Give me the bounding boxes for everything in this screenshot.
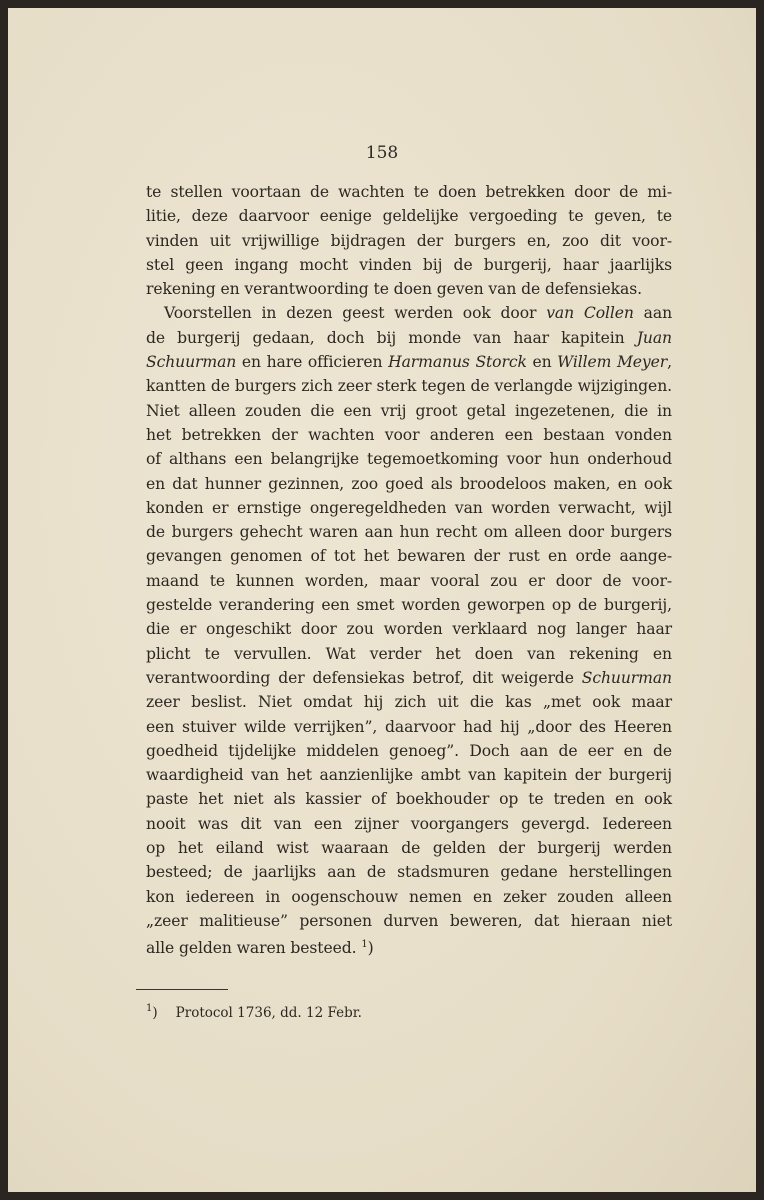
text-line: te stellen voortaan de wachten te doen betrekken door de mi- — [146, 183, 672, 201]
text-line: litie, deze daarvoor eenige geldelijke vergoeding te geven, te — [146, 207, 672, 226]
text-line: op het eiland wist waaraan de gelden der burgerij werden — [146, 839, 672, 858]
footnote — [146, 1003, 362, 1021]
text-line: verantwoording der defensiekas betrof, dit weigerde Schuurman — [146, 668, 672, 687]
person-name: Schuurman — [146, 353, 237, 372]
text-line: en dat hunner gezinnen, zoo goed als broodeloos maken, en ook — [146, 474, 672, 493]
person-name: Harmanus Storck — [388, 353, 527, 372]
text-line: Voorstellen in dezen geest werden ook door van Collen aan — [164, 304, 673, 323]
text-line: stel geen ingang mocht vinden bij de burgerij, haar jaarlijks — [146, 255, 672, 274]
text-line: „zeer malitieuse” personen durven beweren, dat hieraan niet — [146, 911, 672, 930]
text-line: konden er ernstige ongeregeldheden van worden verwacht, wijl — [146, 498, 672, 517]
person-name: Willem Meyer — [557, 353, 668, 372]
text-line: die er ongeschikt door zou worden verklaard nog langer haar — [146, 620, 672, 639]
text-line: de burgerij gedaan, doch bij monde van haar kapitein Juan — [146, 328, 672, 347]
text-line: zeer beslist. Niet omdat hij zich uit die kas „met ook maar — [146, 693, 672, 712]
text-line: Schuurman en hare officieren Harmanus Storck en Willem Meyer, — [146, 353, 672, 372]
text-line: alle gelden waren besteed. $^1$) — [146, 939, 374, 958]
text-line: Niet alleen zouden die een vrij groot getal ingezetenen, die in — [146, 401, 672, 420]
text-line: kon iedereen in oogenschouw nemen en zeker zouden alleen — [146, 887, 672, 906]
body-text — [146, 180, 672, 958]
text-line: kantten de burgers zich zeer sterk tegen de verlangde wijzigingen. — [146, 377, 672, 396]
text-line: paste het niet als kassier of boekhouder op te treden en ook — [146, 790, 672, 809]
footnote-text: Protocol 1736, dd. 12 Febr. — [175, 1005, 362, 1021]
text-line: het betrekken der wachten voor anderen een bestaan vonden — [146, 425, 672, 444]
person-name: Juan — [636, 328, 672, 347]
footnote-reference[interactable]: 1 — [361, 939, 368, 951]
text-line: maand te kunnen worden, maar vooral zou er door de voor- — [146, 571, 672, 590]
text-line: nooit was dit van een zijner voorgangers gevergd. Iedereen — [146, 814, 672, 833]
text-line: goedheid tijdelijke middelen genoeg”. Doch aan de eer en de — [146, 741, 672, 760]
text-line: plicht te vervullen. Wat verder het doen van rekening en — [146, 644, 672, 663]
text-line: gevangen genomen of tot het bewaren der rust en orde aange- — [146, 547, 672, 566]
text-line: of althans een belangrijke tegemoetkoming voor hun onderhoud — [146, 450, 672, 469]
text-line: besteed; de jaarlijks aan de stadsmuren gedane herstellingen — [146, 863, 672, 882]
person-name: van Collen — [546, 304, 634, 323]
text-line: vinden uit vrijwillige bijdragen der burgers en, zoo dit voor- — [146, 231, 672, 250]
text-line: een stuiver wilde verrijken”, daarvoor had hij „door des Heeren — [146, 717, 672, 736]
person-name: Schuurman — [581, 668, 672, 687]
footnote-divider — [136, 989, 228, 990]
footnote-marker: $^1$) — [146, 1003, 158, 1021]
text-line: de burgers gehecht waren aan hun recht om alleen door burgers — [146, 523, 672, 542]
text-line: rekening en verantwoording te doen geven van de defensiekas. — [146, 280, 642, 299]
text-line: gestelde verandering een smet worden geworpen op de burgerij, — [146, 596, 672, 615]
page-number: 158 — [365, 143, 399, 163]
text-line: waardigheid van het aanzienlijke ambt van kapitein der burgerij — [146, 766, 672, 785]
